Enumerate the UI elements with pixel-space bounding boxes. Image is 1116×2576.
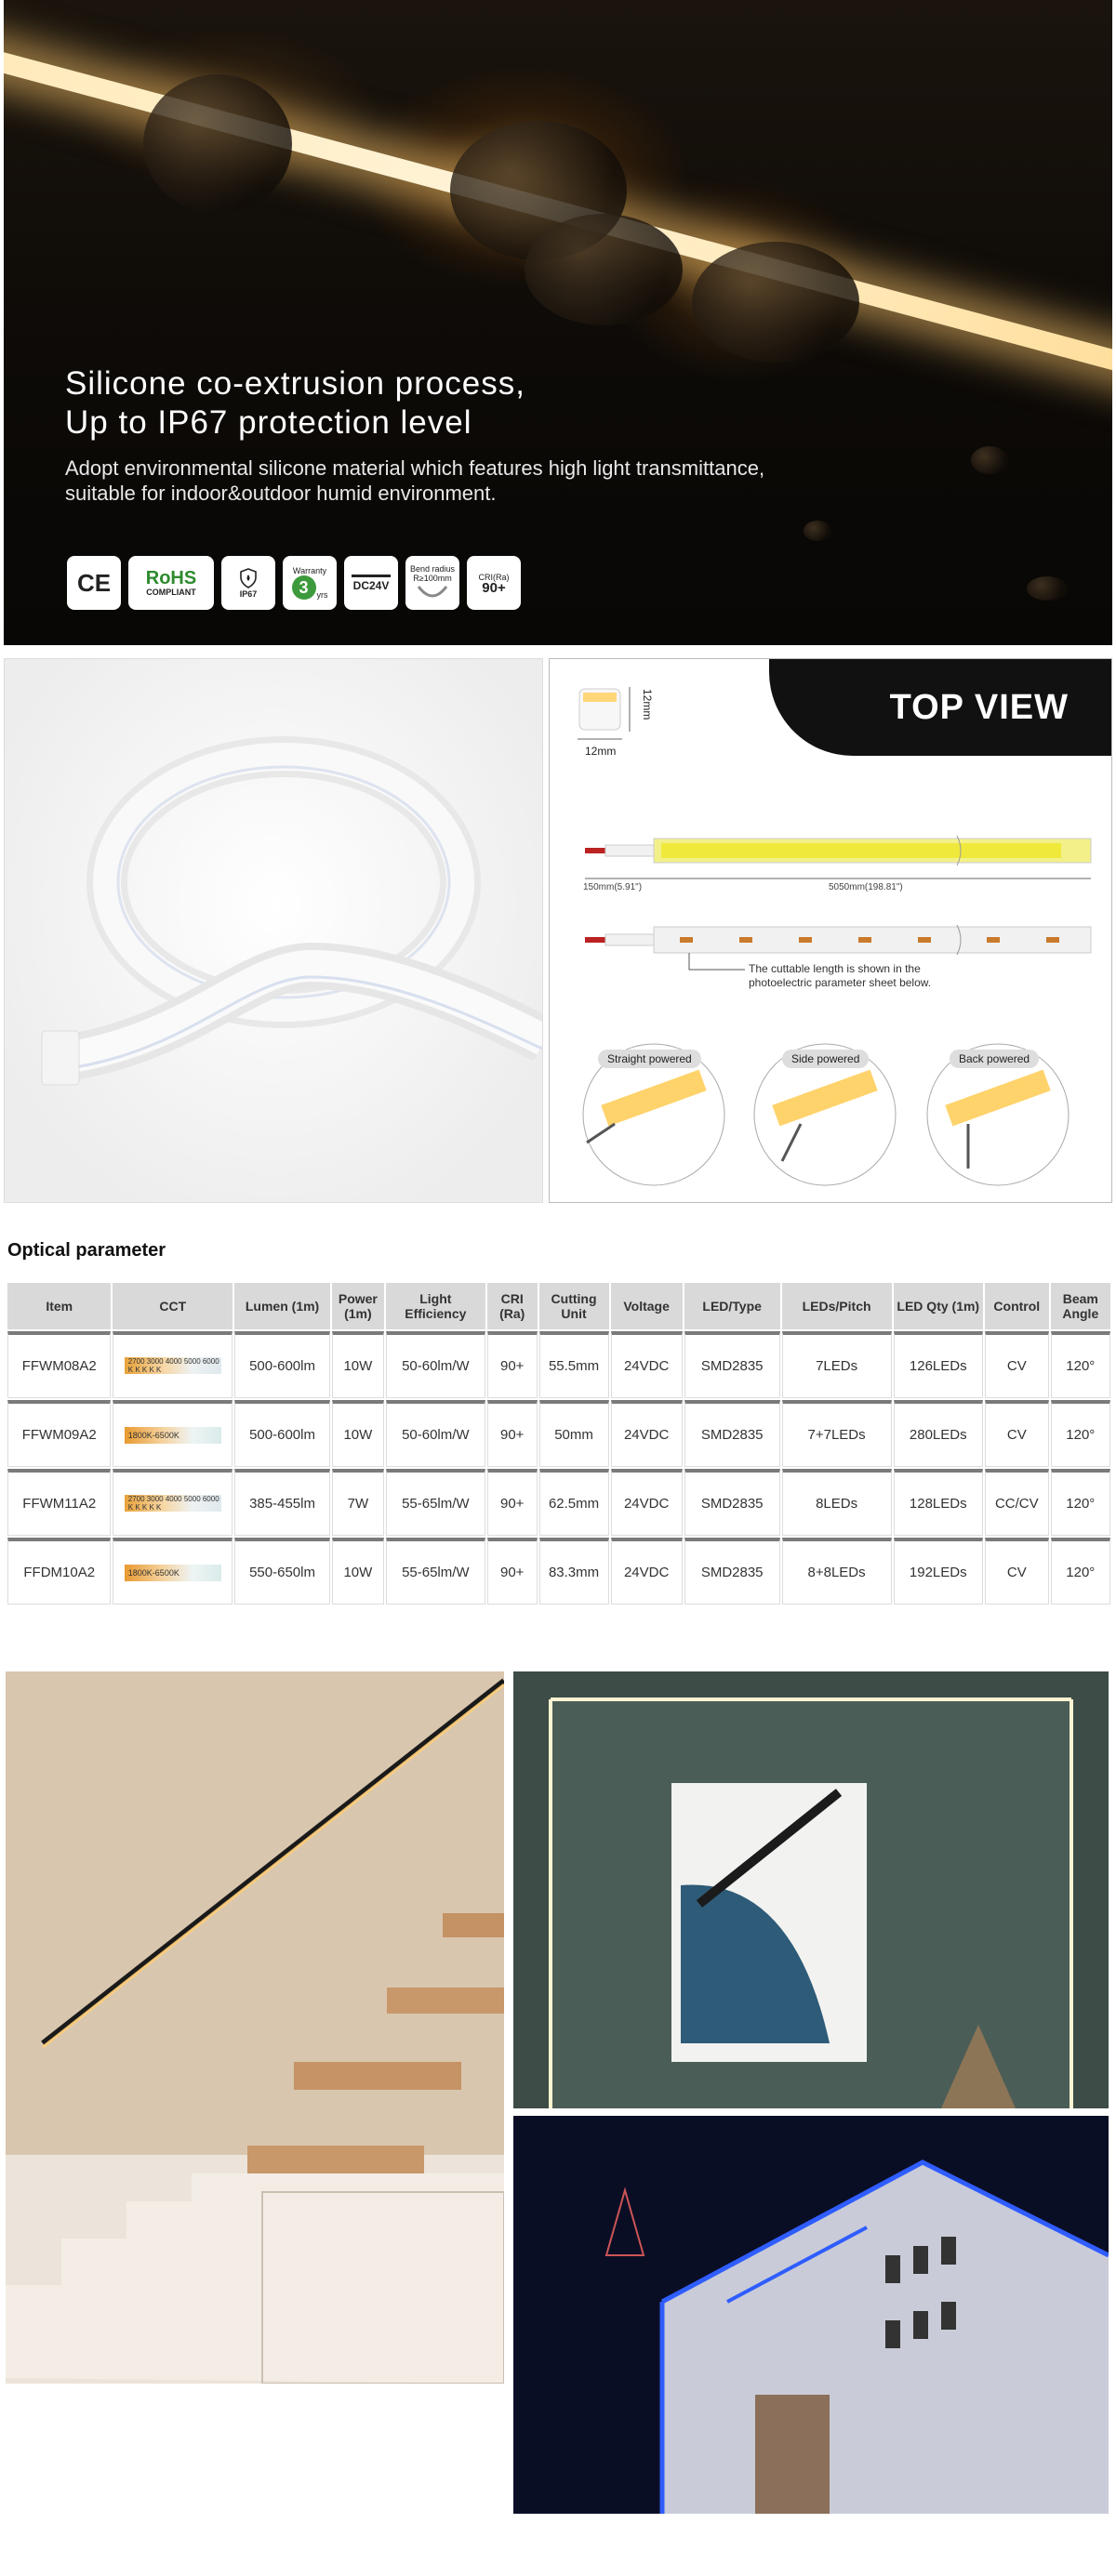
optical-parameter-table	[6, 1281, 1112, 1606]
cell-led-type: SMD2835	[684, 1400, 780, 1467]
cell-pitch: 7LEDs	[782, 1331, 892, 1398]
interior-wall-scene	[513, 1671, 1109, 2108]
cell-pitch: 8+8LEDs	[782, 1538, 892, 1605]
col-lumen: Lumen (1m)	[234, 1283, 330, 1329]
cell-control: CV	[985, 1538, 1049, 1605]
cell-lumen: 550-650lm	[234, 1538, 330, 1605]
table-header	[7, 1283, 1110, 1329]
bend-radius-badge: Bend radius R≥100mm	[405, 556, 459, 610]
cell-led-type: SMD2835	[684, 1538, 780, 1605]
coiled-strip-image	[5, 659, 543, 1203]
ce-badge: CE	[67, 556, 121, 610]
cell-efficiency: 50-60lm/W	[386, 1400, 485, 1467]
water-drop	[971, 446, 1008, 474]
strip-length: 5050mm(198.81")	[829, 882, 903, 892]
col-control: Control	[985, 1283, 1049, 1329]
cell-cri: 90+	[487, 1469, 538, 1536]
cell-item: FFWM08A2	[7, 1331, 111, 1398]
cell-cct	[113, 1400, 232, 1467]
height-dimension: 12mm	[641, 689, 654, 720]
col-item: Item	[7, 1283, 111, 1329]
hero-banner	[4, 0, 1112, 645]
cell-beam: 120°	[1051, 1538, 1110, 1605]
bend-icon	[417, 583, 448, 601]
dc-line-icon	[352, 575, 391, 577]
cell-cri: 90+	[487, 1331, 538, 1398]
table-row	[7, 1400, 1110, 1467]
col-cri: CRI (Ra)	[487, 1283, 538, 1329]
cell-pitch: 7+7LEDs	[782, 1400, 892, 1467]
back-powered-label: Back powered	[950, 1050, 1039, 1068]
cell-control: CV	[985, 1331, 1049, 1398]
cct-swatch: 2700 3000 4000 5000 6000 K K K K K	[125, 1495, 221, 1512]
col-qty: LED Qty (1m)	[894, 1283, 983, 1329]
building-facade-scene	[513, 2116, 1109, 2514]
product-photo	[4, 658, 543, 1203]
cell-cri: 90+	[487, 1400, 538, 1467]
cell-led-type: SMD2835	[684, 1469, 780, 1536]
voltage-badge: DC24V	[344, 556, 398, 610]
cell-cutting: 62.5mm	[539, 1469, 609, 1536]
cell-voltage: 24VDC	[611, 1331, 683, 1398]
lead-length: 150mm(5.91")	[583, 882, 643, 892]
water-drop	[1027, 576, 1068, 601]
side-powered-label: Side powered	[782, 1050, 869, 1068]
wall-art-photo	[513, 1671, 1109, 2108]
hero-title: Silicone co-extrusion process, Up to IP67 protection level	[65, 365, 525, 441]
cell-led-type: SMD2835	[684, 1331, 780, 1398]
cell-cct	[113, 1331, 232, 1398]
cell-lumen: 500-600lm	[234, 1331, 330, 1398]
cell-efficiency: 55-65lm/W	[386, 1469, 485, 1536]
shield-icon	[237, 567, 259, 589]
cell-power: 10W	[332, 1538, 384, 1605]
col-beam: Beam Angle	[1051, 1283, 1110, 1329]
optical-parameter-title: Optical parameter	[7, 1240, 166, 1261]
cell-control: CV	[985, 1400, 1049, 1467]
cell-lumen: 385-455lm	[234, 1469, 330, 1536]
cell-cct	[113, 1469, 232, 1536]
cell-qty: 128LEDs	[894, 1469, 983, 1536]
col-pitch: LEDs/Pitch	[782, 1283, 892, 1329]
cell-power: 7W	[332, 1469, 384, 1536]
cct-swatch: 1800K-6500K	[125, 1565, 221, 1581]
hero-description: Adopt environmental silicone material which features high light transmittance, suitable for indoor&outdoor humid environment.	[65, 456, 765, 505]
cell-item: FFDM10A2	[7, 1538, 111, 1605]
col-power: Power (1m)	[332, 1283, 384, 1329]
cell-power: 10W	[332, 1331, 384, 1398]
col-cutting: Cutting Unit	[539, 1283, 609, 1329]
table-row	[7, 1469, 1110, 1536]
cuttable-note: The cuttable length is shown in the photoelectric parameter sheet below.	[749, 962, 932, 989]
width-dimension: 12mm	[585, 745, 617, 758]
col-efficiency: Light Efficiency	[386, 1283, 485, 1329]
cell-efficiency: 50-60lm/W	[386, 1331, 485, 1398]
cell-qty: 280LEDs	[894, 1400, 983, 1467]
cell-item: FFWM11A2	[7, 1469, 111, 1536]
water-drop	[804, 521, 831, 541]
col-voltage: Voltage	[611, 1283, 683, 1329]
cell-qty: 192LEDs	[894, 1538, 983, 1605]
certification-badges	[67, 556, 521, 610]
cell-item: FFWM09A2	[7, 1400, 111, 1467]
stone	[692, 242, 859, 363]
cell-power: 10W	[332, 1400, 384, 1467]
stone	[525, 214, 683, 325]
cct-swatch: 2700 3000 4000 5000 6000 K K K K K	[125, 1357, 221, 1374]
cell-control: CC/CV	[985, 1469, 1049, 1536]
cell-cri: 90+	[487, 1538, 538, 1605]
cell-voltage: 24VDC	[611, 1400, 683, 1467]
col-cct: CCT	[113, 1283, 232, 1329]
cell-efficiency: 55-65lm/W	[386, 1538, 485, 1605]
cell-cct	[113, 1538, 232, 1605]
cell-beam: 120°	[1051, 1469, 1110, 1536]
cell-cutting: 55.5mm	[539, 1331, 609, 1398]
staircase-scene	[6, 1671, 504, 2384]
cell-voltage: 24VDC	[611, 1469, 683, 1536]
cell-pitch: 8LEDs	[782, 1469, 892, 1536]
warranty-badge: Warranty 3 yrs	[283, 556, 337, 610]
cri-badge: CRI(Ra) 90+	[467, 556, 521, 610]
cct-swatch: 1800K-6500K	[125, 1427, 221, 1444]
straight-powered-label: Straight powered	[598, 1050, 701, 1068]
table-row	[7, 1538, 1110, 1605]
cell-voltage: 24VDC	[611, 1538, 683, 1605]
staircase-photo	[6, 1671, 504, 2384]
stone	[143, 74, 292, 214]
cell-cutting: 83.3mm	[539, 1538, 609, 1605]
top-view-title: TOP VIEW	[769, 659, 1111, 756]
cell-beam: 120°	[1051, 1331, 1110, 1398]
cell-lumen: 500-600lm	[234, 1400, 330, 1467]
dimension-drawing	[550, 659, 1112, 1203]
cell-beam: 120°	[1051, 1400, 1110, 1467]
table-row	[7, 1331, 1110, 1398]
col-led-type: LED/Type	[684, 1283, 780, 1329]
cell-cutting: 50mm	[539, 1400, 609, 1467]
top-view-diagram	[549, 658, 1112, 1203]
rohs-badge: RoHS COMPLIANT	[128, 556, 214, 610]
cell-qty: 126LEDs	[894, 1331, 983, 1398]
ip67-badge: IP67	[221, 556, 275, 610]
building-photo	[513, 2116, 1109, 2514]
